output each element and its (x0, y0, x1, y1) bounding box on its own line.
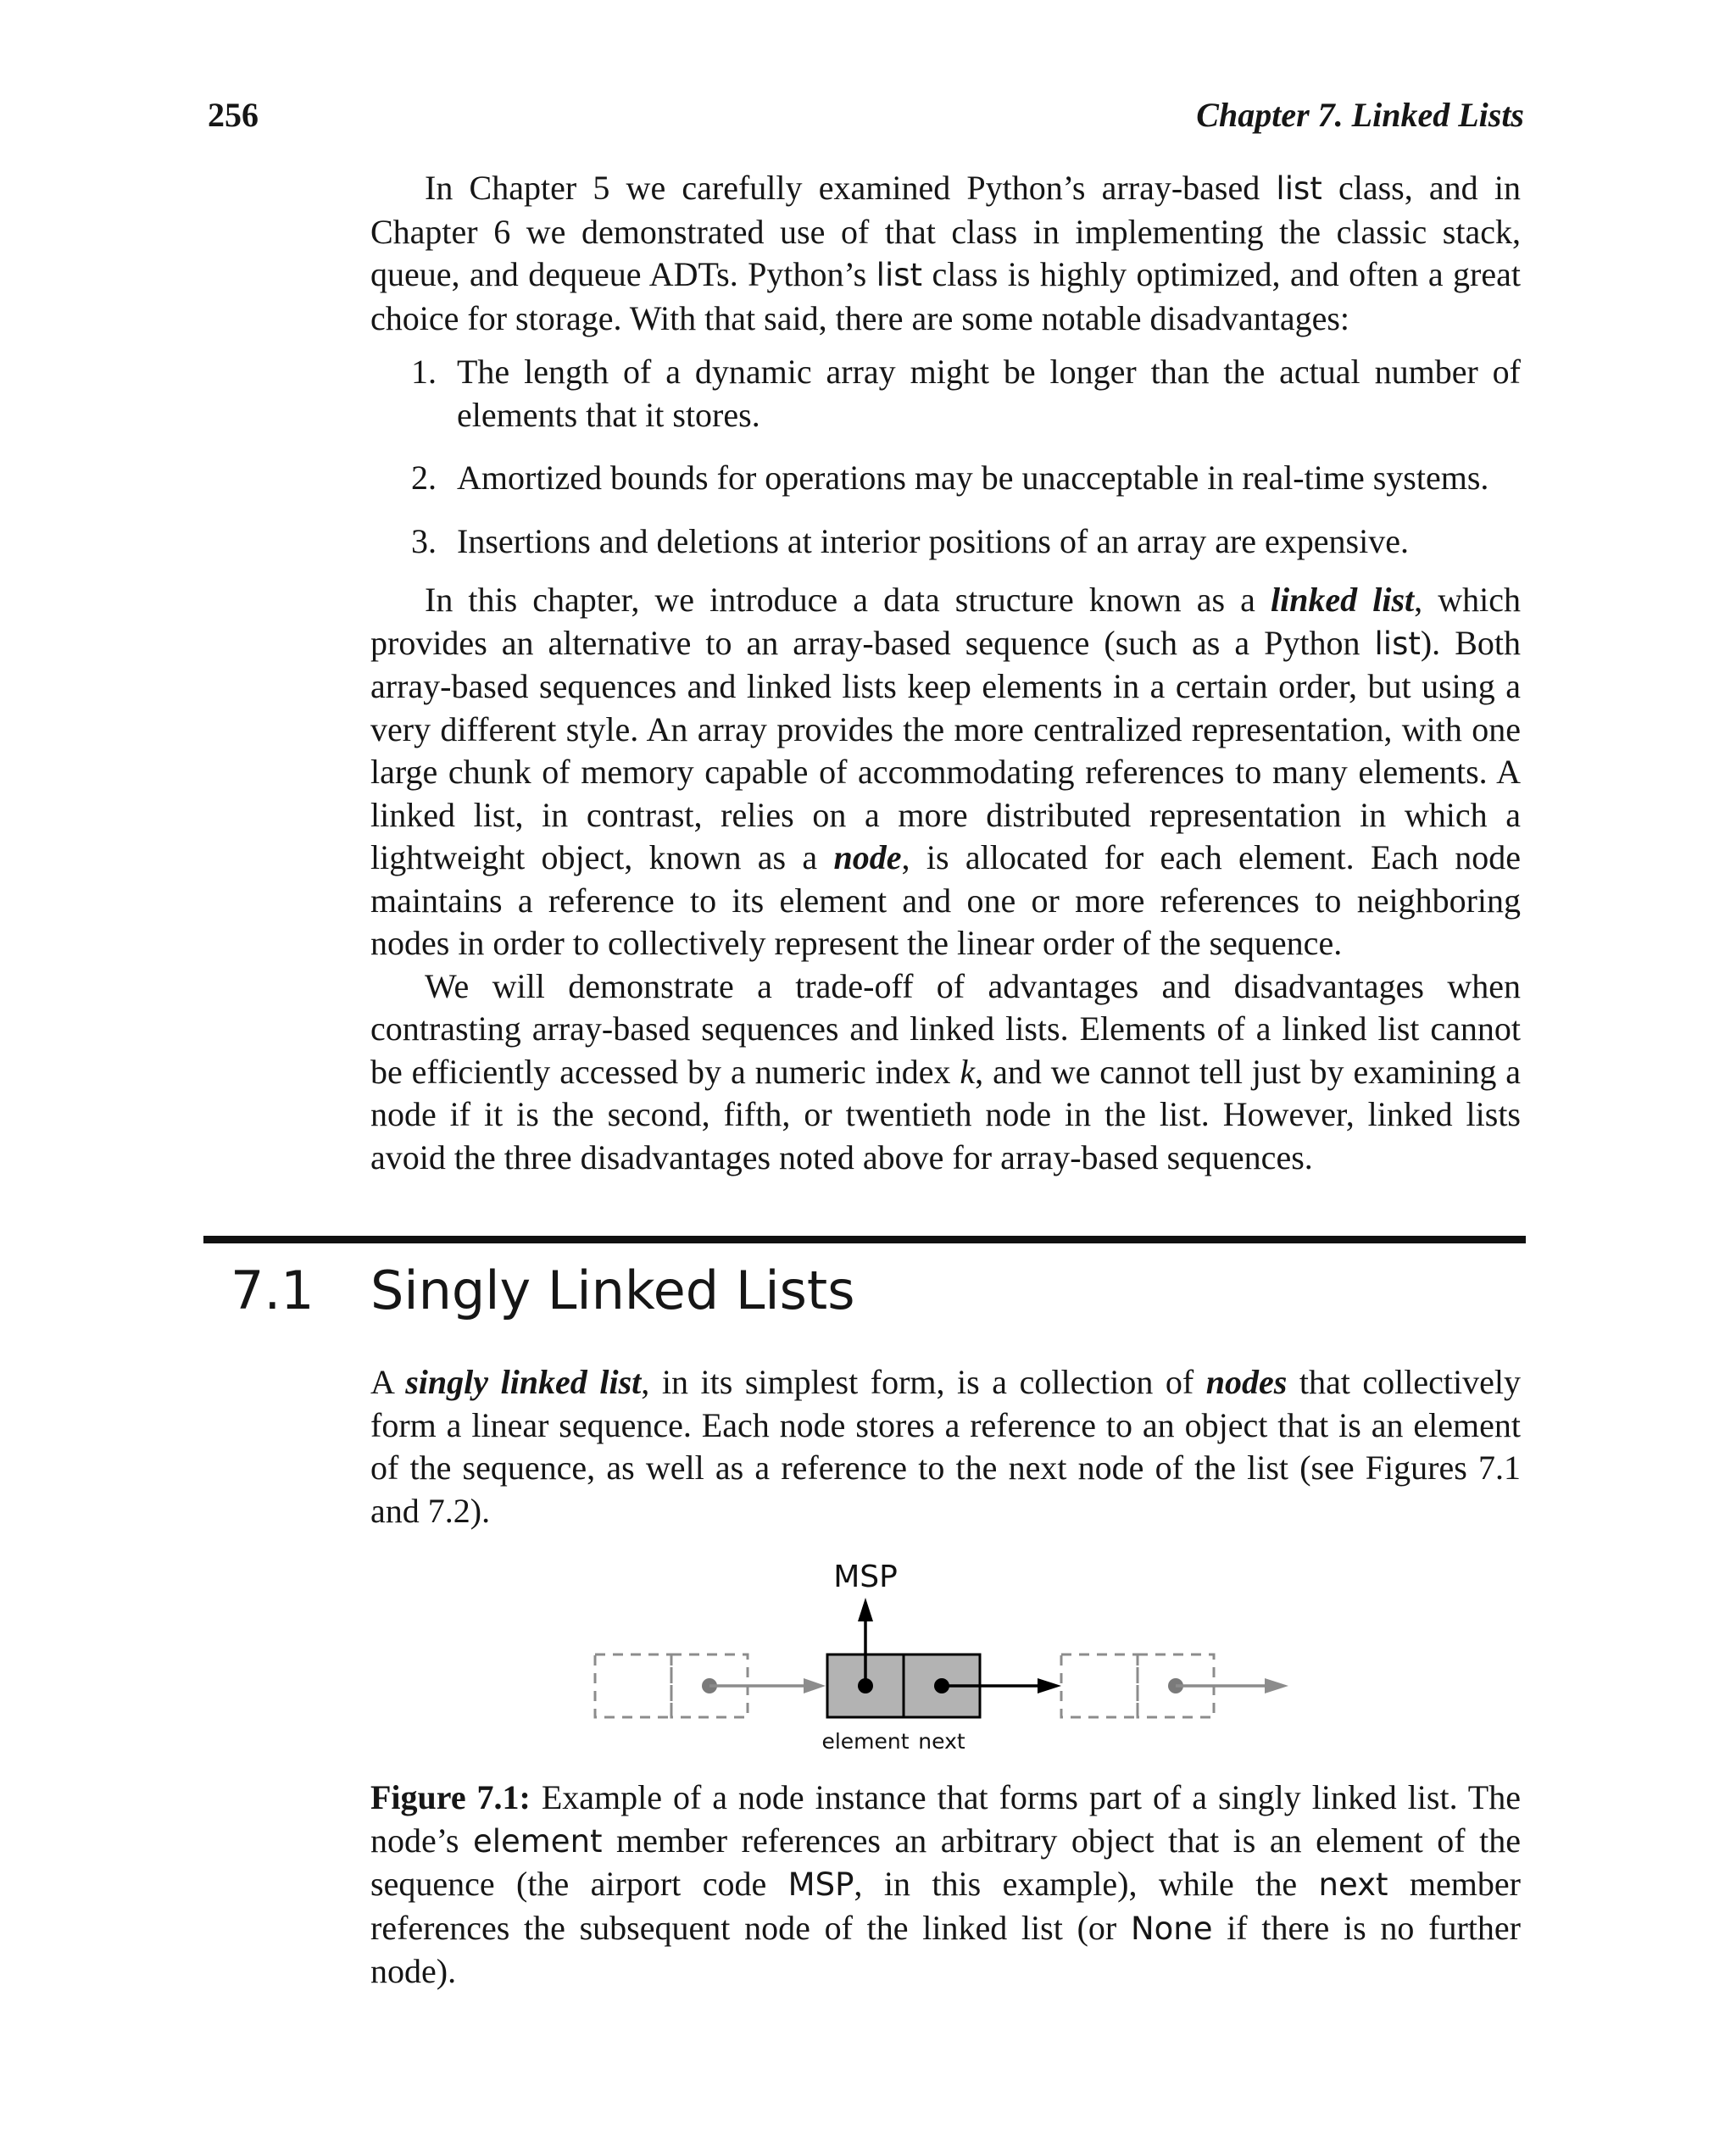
label-next: next (918, 1729, 965, 1754)
body-paragraph: We will demonstrate a trade-off of advantages and disadvantages when contrasting array-based sequences and linked lists. Elements of a linked list cannot be efficiently accessed by a numeric index k, and we cannot tell just by examining a node if it is the second, fifth, or twentieth node in the list. However, linked lists avoid the three disadvantages noted above for array-based sequences. (370, 966, 1521, 1176)
term-node: node (833, 838, 902, 876)
code-list: list (876, 257, 923, 293)
section-title: Singly Linked Lists (370, 1260, 855, 1321)
term-singly-linked-list: singly linked list (405, 1363, 642, 1401)
body-section (370, 579, 1521, 1179)
term-linked-list: linked list (1270, 581, 1415, 619)
page-number: 256 (208, 96, 259, 134)
label-element: element (821, 1729, 910, 1754)
element-value: MSP (833, 1560, 898, 1594)
running-header: Chapter 7. Linked Lists (1196, 96, 1524, 134)
figure-caption (370, 1777, 1521, 1994)
code-list: list (1276, 170, 1322, 207)
next-pointer-head (1038, 1678, 1061, 1693)
arrow-left-head (804, 1678, 826, 1693)
section-intro (370, 1361, 1521, 1532)
term-nodes: nodes (1205, 1363, 1288, 1401)
node-diagram (585, 1555, 1314, 1759)
disadvantages-list (411, 351, 1521, 563)
code-list: list (1374, 625, 1421, 662)
list-item: 3. Insertions and deletions at interior positions of an array are expensive. (411, 521, 1409, 560)
caption-paragraph: Figure 7.1: Example of a node instance that forms part of a singly linked list. The node’s element member references an arbitrary object that is an element of the sequence (the airport code MSP, in this example), while the next member references the subsequent node of the linked list (or None if there is no further node). (370, 1778, 1521, 1990)
list-item: 2. Amortized bounds for operations may be unacceptable in real-time systems. (411, 459, 1489, 497)
list-item: 1. The length of a dynamic array might be longer than the actual number of elements that it stores. (411, 353, 1521, 434)
section-rule (203, 1236, 1526, 1243)
section-number: 7.1 (231, 1260, 314, 1321)
body-paragraph: In this chapter, we introduce a data structure known as a linked list, which provides an alternative to an array-based sequence (such as a Python list). Both array-based sequences and linked lists keep elements in a certain order, but using a very different style. An array provides the more centralized representation, with one large chunk of memory capable of accommodating references to many elements. A linked list, in contrast, relies on a more distributed representation in which a lightweight object, known as a node, is allocated for each element. Each node maintains a reference to its element and one or more references to neighboring nodes in order to collectively represent the linear order of the sequence. (370, 581, 1522, 962)
element-pointer-head (858, 1598, 873, 1621)
section-paragraph: A singly linked list, in its simplest form, is a collection of nodes that collectively form a linear sequence. Each node stores a reference to an object that is an element of the sequence, as well as a reference to the next node of the list (see Figures 7.1 and 7.2). (370, 1363, 1521, 1530)
arrow-right-head (1265, 1678, 1288, 1693)
caption-label: Figure 7.1: (370, 1778, 531, 1816)
intro-section (370, 167, 1521, 340)
intro-paragraph: In Chapter 5 we carefully examined Python’s array-based list class, and in Chapter 6 we demonstrated use of that class in implementing the classic stack, queue, and dequeue ADTs. Python’s list class is highly optimized, and often a great choice for storage. With that said, there are some notable disadvantages: (370, 169, 1522, 337)
